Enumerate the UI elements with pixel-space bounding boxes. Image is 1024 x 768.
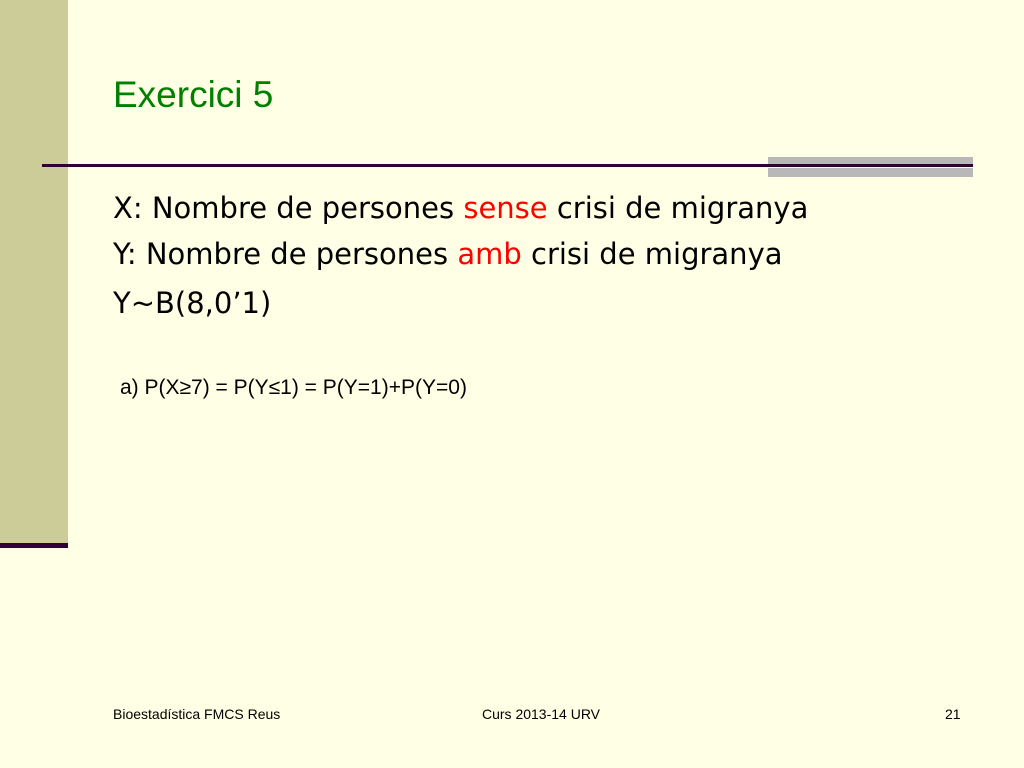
title-rule-accent-bottom: [768, 168, 973, 177]
title-rule-accent-top: [768, 157, 973, 164]
definition-x-suffix: crisi de migranya: [547, 191, 809, 225]
definition-y-highlight: amb: [457, 237, 522, 271]
subpoint-a: a) P(X≥7) = P(Y≤1) = P(Y=1)+P(Y=0): [120, 376, 467, 399]
slide-title: Exercici 5: [113, 74, 274, 115]
footer-center: Curs 2013-14 URV: [482, 706, 601, 722]
left-band-cap: [0, 543, 68, 548]
title-rule: [42, 164, 973, 167]
definition-x-prefix: X: Nombre de persones: [113, 191, 464, 225]
definition-y-suffix: crisi de migranya: [521, 237, 783, 271]
footer-left: Bioestadística FMCS Reus: [113, 706, 281, 722]
distribution-line: Y~B(8,0’1): [113, 286, 272, 320]
page-number: 21: [945, 706, 961, 722]
definition-x-highlight: sense: [463, 191, 548, 225]
left-decorative-band: [0, 0, 68, 545]
definition-y-prefix: Y: Nombre de persones: [113, 237, 458, 271]
definition-x: [113, 191, 808, 225]
definition-y: [113, 237, 783, 271]
